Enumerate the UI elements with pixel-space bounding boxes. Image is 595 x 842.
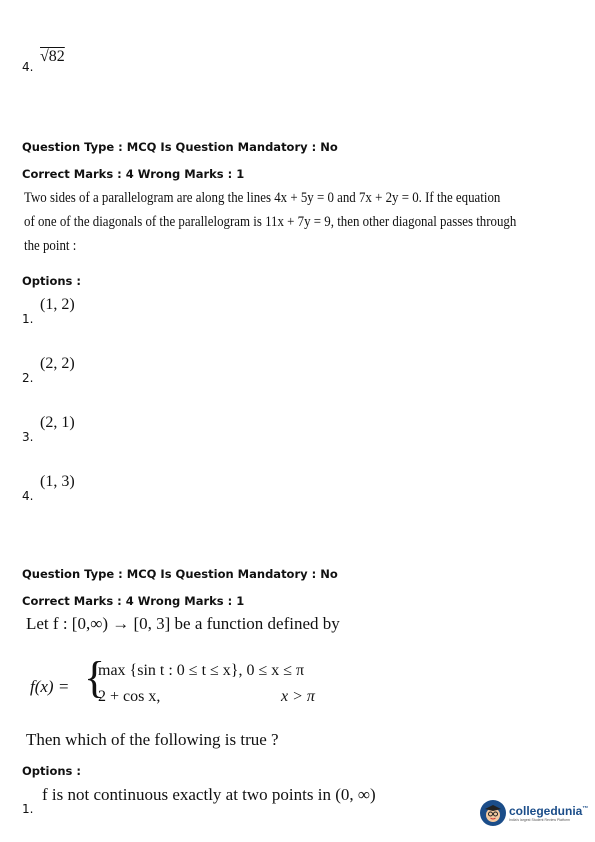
option-text: (1, 2) — [40, 296, 75, 313]
piecewise-case-2-condition: x > π — [281, 688, 315, 705]
question-line: the point : — [24, 238, 77, 254]
piecewise-case-2: 2 + cos x, — [98, 688, 161, 705]
question-text — [24, 186, 595, 258]
logo-tagline: India's largest Student Review Platform — [509, 818, 570, 822]
piecewise-case-1: max {sin t : 0 ≤ t ≤ x}, 0 ≤ x ≤ π — [98, 662, 305, 679]
option-text: (1, 3) — [40, 473, 75, 490]
question-line: of one of the diagonals of the parallelogram is 11x + 7y = 9, then other diagonal passes through — [24, 214, 517, 230]
marks-meta: Correct Marks : 4 Wrong Marks : 1 — [22, 167, 245, 181]
option-text: (2, 1) — [40, 414, 75, 431]
option-text: f is not continuous exactly at two points in (0, ∞) — [42, 785, 376, 804]
question-line: Two sides of a parallelogram are along the lines 4x + 5y = 0 and 7x + 2y = 0. If the equation — [24, 190, 501, 206]
option-number: 1. — [22, 802, 34, 816]
mascot-icon — [480, 800, 506, 826]
options-label: Options : — [22, 764, 81, 778]
marks-meta: Correct Marks : 4 Wrong Marks : 1 — [22, 594, 245, 608]
option-number: 3. — [22, 430, 34, 444]
option-value: √82 — [40, 48, 65, 65]
question-text: Then which of the following is true ? — [26, 730, 279, 749]
option-text: (2, 2) — [40, 355, 75, 372]
logo-suffix: ™ — [582, 806, 589, 812]
option-number: 4. — [22, 60, 34, 74]
piecewise-brace: { — [84, 653, 106, 702]
function-lhs: f(x) = — [30, 677, 70, 696]
question-intro: Let f : [0,∞) → [0, 3] be a function defined by — [26, 614, 340, 633]
logo-text: collegedunia — [509, 804, 583, 818]
mascot-face-icon — [480, 800, 506, 826]
option-number: 4. — [22, 489, 34, 503]
collegedunia-logo — [480, 800, 588, 826]
option-text — [40, 48, 65, 66]
options-label: Options : — [22, 274, 81, 288]
option-number: 2. — [22, 371, 34, 385]
question-type-meta: Question Type : MCQ Is Question Mandatory : No — [22, 567, 338, 581]
question-type-meta: Question Type : MCQ Is Question Mandatory : No — [22, 140, 338, 154]
option-number: 1. — [22, 312, 34, 326]
